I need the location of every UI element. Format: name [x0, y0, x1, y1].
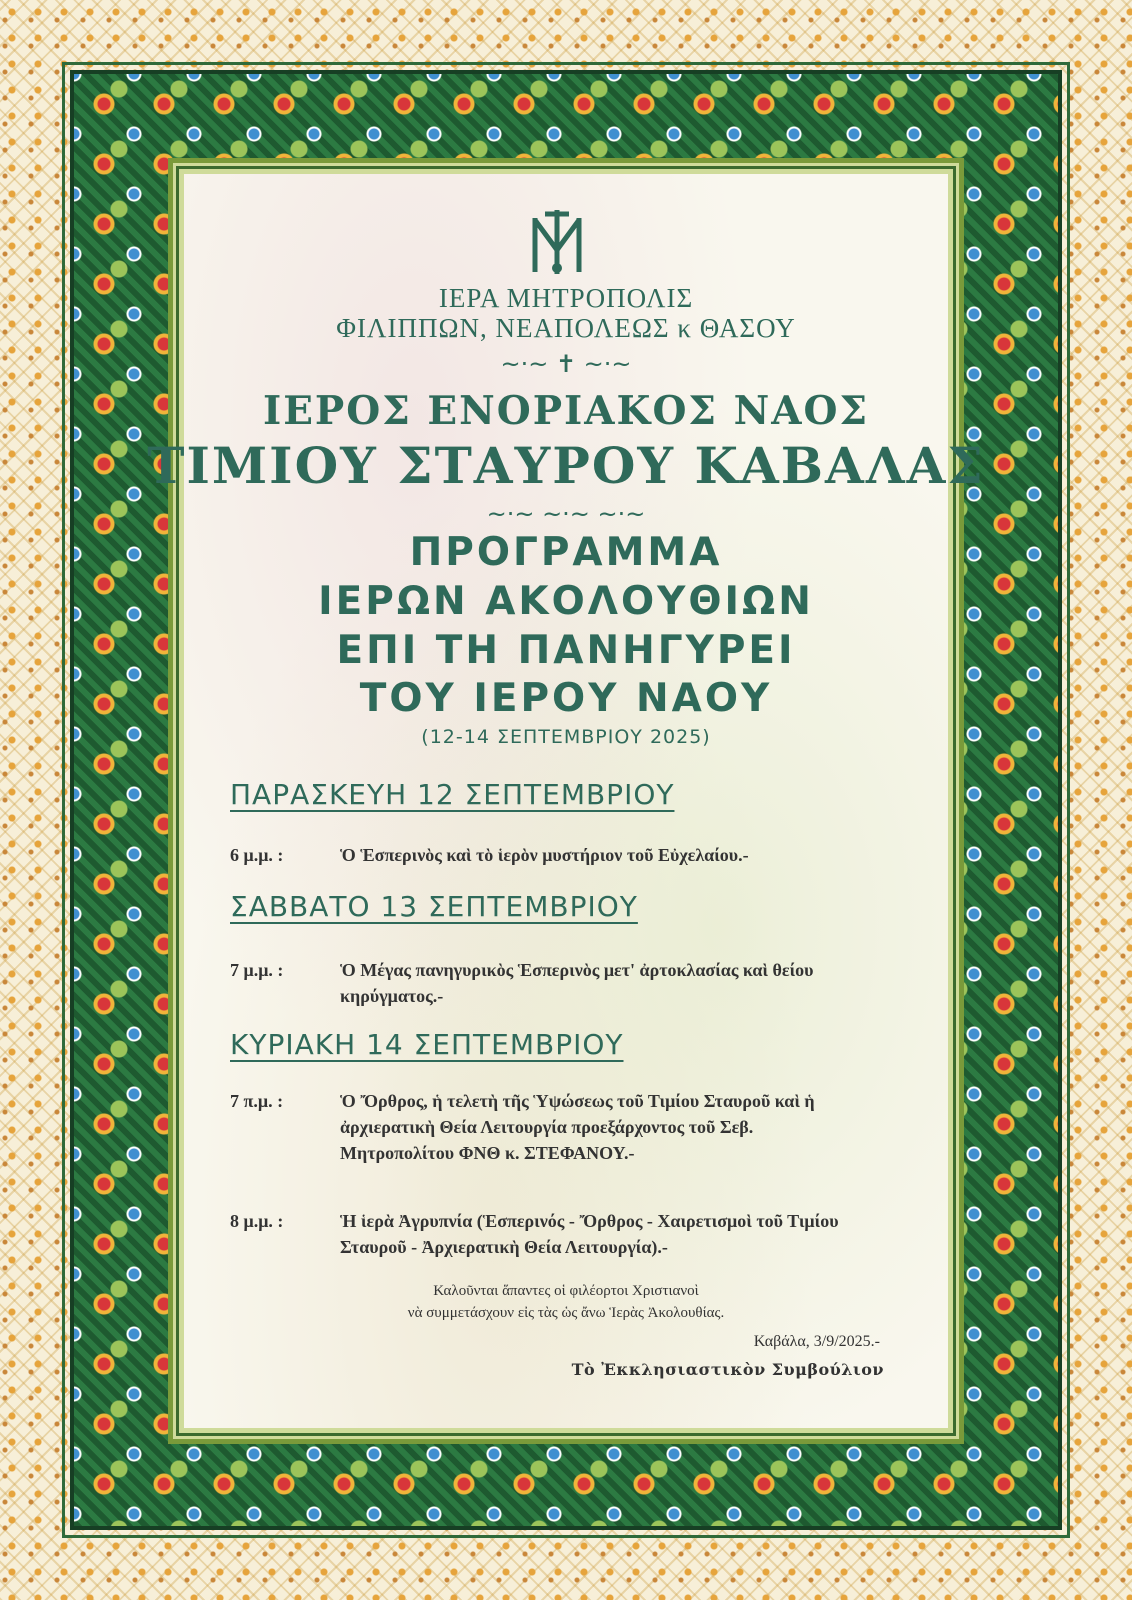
program-line4: ΤΟΥ ΙΕΡΟΥ ΝΑΟΥ	[359, 676, 773, 721]
day-title-saturday: ΣΑΒΒΑΤΟ 13 ΣΕΠΤΕΜΒΡΙΟΥ	[230, 890, 638, 923]
ornament-cross: ~·~ ✝ ~·~	[500, 350, 632, 378]
metropolis-monogram-icon	[527, 206, 587, 278]
date-range: (12-14 ΣΕΠΤΕΜΒΡΙΟΥ 2025)	[421, 726, 711, 748]
event-description: Ὁ Ἑσπερινὸς καὶ τὸ ἱερὸν μυστήριον τοῦ Εὐχελαίου.-	[340, 845, 749, 865]
invitation-line2: νὰ συμμετάσχουν εἰς τὰς ὡς ἄνω Ἱερὰς Ἀκολουθίας.	[407, 1305, 725, 1321]
event-time: 7 π.μ. :	[230, 1091, 284, 1111]
invitation-line1: Καλοῦνται ἅπαντες οἱ φιλέορτοι Χριστιανοὶ	[433, 1283, 699, 1299]
event-time: 8 μ.μ. :	[230, 1211, 284, 1231]
event-time: 6 μ.μ. :	[230, 845, 284, 865]
ornament-wave: ~·~ ~·~ ~·~	[486, 500, 646, 528]
event-description: Ὁ Ὄρθρος, ἡ τελετὴ τῆς Ὑψώσεως τοῦ Τιμίου Σταυροῦ καὶ ἡ ἀρχιερατικὴ Θεία Λειτουργία προεξάρχοντος τοῦ Σεβ. Μητροπολίτου ΦΝΘ κ. ΣΤΕΦΑΝΟΥ.-	[340, 1091, 815, 1163]
event-time: 7 μ.μ. :	[230, 960, 284, 980]
signature: Τὸ Ἐκκλησιαστικὸν Συμβούλιον	[571, 1360, 884, 1379]
event-description: Ὁ Μέγας πανηγυρικὸς Ἑσπερινὸς μετ' ἀρτοκλασίας καὶ θείου κηρύγματος.-	[340, 960, 814, 1006]
place-date: Καβάλα, 3/9/2025.-	[753, 1333, 880, 1350]
event-description: Ἡ ἱερὰ Ἀγρυπνία (Ἑσπερινός - Ὄρθρος - Χαιρετισμοὶ τοῦ Τιμίου Σταυροῦ - Ἀρχιερατικὴ Θεία Λειτουργία).-	[340, 1211, 839, 1257]
day-title-friday: ΠΑΡΑΣΚΕΥΗ 12 ΣΕΠΤΕΜΒΡΙΟΥ	[230, 778, 675, 811]
program-line3: ΕΠΙ ΤΗ ΠΑΝΗΓΥΡΕΙ	[336, 628, 796, 673]
metropolis-line1: ΙΕΡΑ ΜΗΤΡΟΠΟΛΙΣ	[438, 283, 694, 313]
program-line1: ΠΡΟΓΡΑΜΜΑ	[409, 530, 723, 575]
program-line2: ΙΕΡΩΝ ΑΚΟΛΟΥΘΙΩΝ	[318, 579, 814, 624]
church-line2: ΤΙΜΙΟΥ ΣΤΑΥΡΟΥ ΚΑΒΑΛΑΣ	[147, 436, 985, 495]
day-title-sunday: ΚΥΡΙΑΚΗ 14 ΣΕΠΤΕΜΒΡΙΟΥ	[230, 1028, 624, 1061]
metropolis-line2: ΦΙΛΙΠΠΩΝ, ΝΕΑΠΟΛΕΩΣ κ ΘΑΣΟΥ	[336, 313, 796, 343]
church-line1: ΙΕΡΟΣ ΕΝΟΡΙΑΚΟΣ ΝΑΟΣ	[262, 388, 870, 434]
